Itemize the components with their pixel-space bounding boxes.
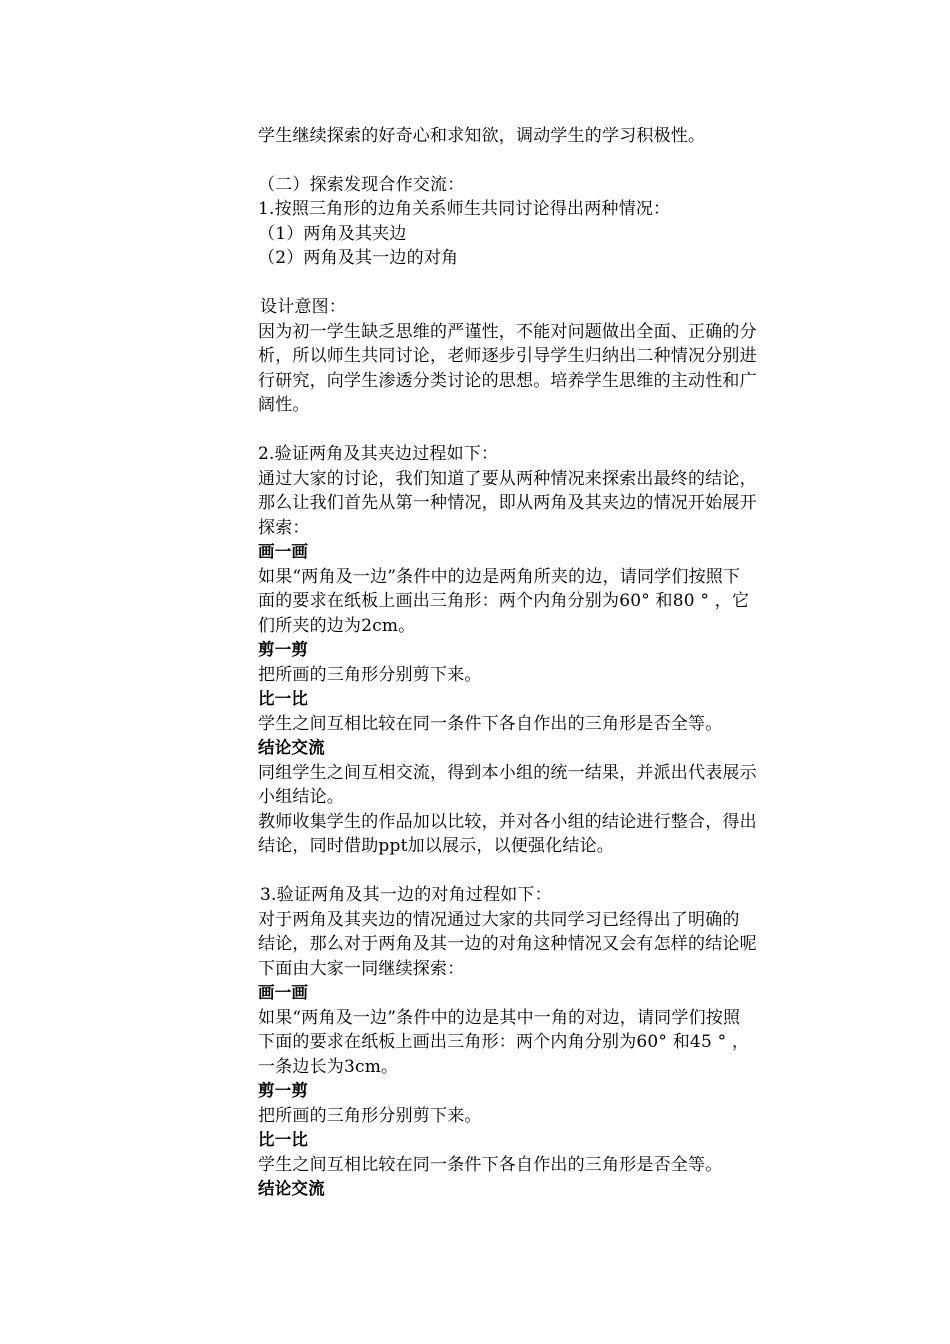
step-heading-compare: 比一比: [258, 1130, 309, 1149]
spacer: [258, 149, 818, 161]
paragraph-line: 下面由大家一同继续探索：: [258, 958, 465, 979]
paragraph-line: 行研究，向学生渗透分类讨论的思想。培养学生思维的主动性和广: [258, 370, 757, 391]
item-heading: 1.按照三角形的边角关系师生共同讨论得出两种情况：: [258, 199, 671, 219]
paragraph-line: 对于两角及其夹边的情况通过大家的共同学习已经得出了明确的: [258, 909, 740, 930]
paragraph-line: 阔性。: [258, 395, 310, 415]
spacer: [258, 161, 818, 173]
paragraph-line: 探索：: [258, 517, 310, 538]
paragraph-line: 下面的要求在纸板上画出三角形：两个内角分别为60° 和45 ° ，: [258, 1032, 750, 1052]
item-heading: 3.验证两角及其一边的对角过程如下：: [260, 885, 552, 905]
step-heading-draw: 画一画: [258, 983, 309, 1002]
spacer: [258, 418, 818, 443]
paragraph-line: 一条边长为3cm。: [258, 1056, 399, 1077]
paragraph-line: 析，所以师生共同讨论，老师逐步引导学生归纳出二种情况分别进: [258, 346, 757, 366]
paragraph-line: 通过大家的讨论，我们知道了要从两种情况来探索出最终的结论，: [258, 468, 757, 489]
paragraph-line: 那么让我们首先从第一种情况，即从两角及其夹边的情况开始展开: [258, 493, 757, 513]
paragraph-line: 学生继续探索的好奇心和求知欲，调动学生的学习积极性。: [258, 126, 706, 146]
list-item: （1）两角及其夹边: [258, 223, 407, 244]
paragraph-line: 学生之间互相比较在同一条件下各自作出的三角形是否全等。: [258, 713, 723, 734]
paragraph-line: 同组学生之间互相交流，得到本小组的统一结果，并派出代表展示: [258, 762, 757, 783]
paragraph-line: 们所夹的边为2cm。: [258, 615, 416, 636]
list-item: （2）两角及其一边的对角: [258, 248, 459, 268]
step-heading-conclusion: 结论交流: [258, 738, 325, 757]
paragraph-line: 结论，同时借助ppt加以展示，以便强化结论。: [258, 836, 614, 856]
paragraph-line: 如果“两角及一边”条件中的边是两角所夹的边，请同学们按照下: [258, 566, 741, 587]
step-heading-compare: 比一比: [258, 689, 309, 708]
paragraph-line: 教师收集学生的作品加以比较，并对各小组的结论进行整合，得出: [258, 811, 757, 832]
spacer: [258, 859, 818, 884]
paragraph-line: 学生之间互相比较在同一条件下各自作出的三角形是否全等。: [258, 1154, 723, 1175]
paragraph-line: 小组结论。: [258, 787, 344, 807]
step-heading-draw: 画一画: [258, 542, 309, 561]
paragraph-line: 把所画的三角形分别剪下来。: [258, 1105, 482, 1126]
section-heading: （二）探索发现合作交流：: [258, 174, 465, 195]
item-heading: 2.验证两角及其夹边过程如下：: [258, 444, 499, 464]
paragraph-line: 因为初一学生缺乏思维的严谨性，不能对问题做出全面、正确的分: [258, 321, 757, 342]
paragraph-line: 把所画的三角形分别剪下来。: [258, 664, 482, 685]
spacer: [258, 271, 818, 296]
paragraph-line: 面的要求在纸板上画出三角形：两个内角分别为60° 和80 ° ，它: [258, 591, 750, 611]
step-heading-conclusion: 结论交流: [258, 1179, 325, 1198]
step-heading-cut: 剪一剪: [258, 640, 309, 659]
design-intent-label: 设计意图：: [260, 297, 346, 317]
document-page: [258, 124, 818, 1202]
step-heading-cut: 剪一剪: [258, 1081, 309, 1100]
paragraph-line: 如果“两角及一边”条件中的边是其中一角的对边，请同学们按照: [258, 1007, 741, 1028]
paragraph-line: 结论，那么对于两角及其一边的对角这种情况又会有怎样的结论呢: [258, 934, 757, 954]
